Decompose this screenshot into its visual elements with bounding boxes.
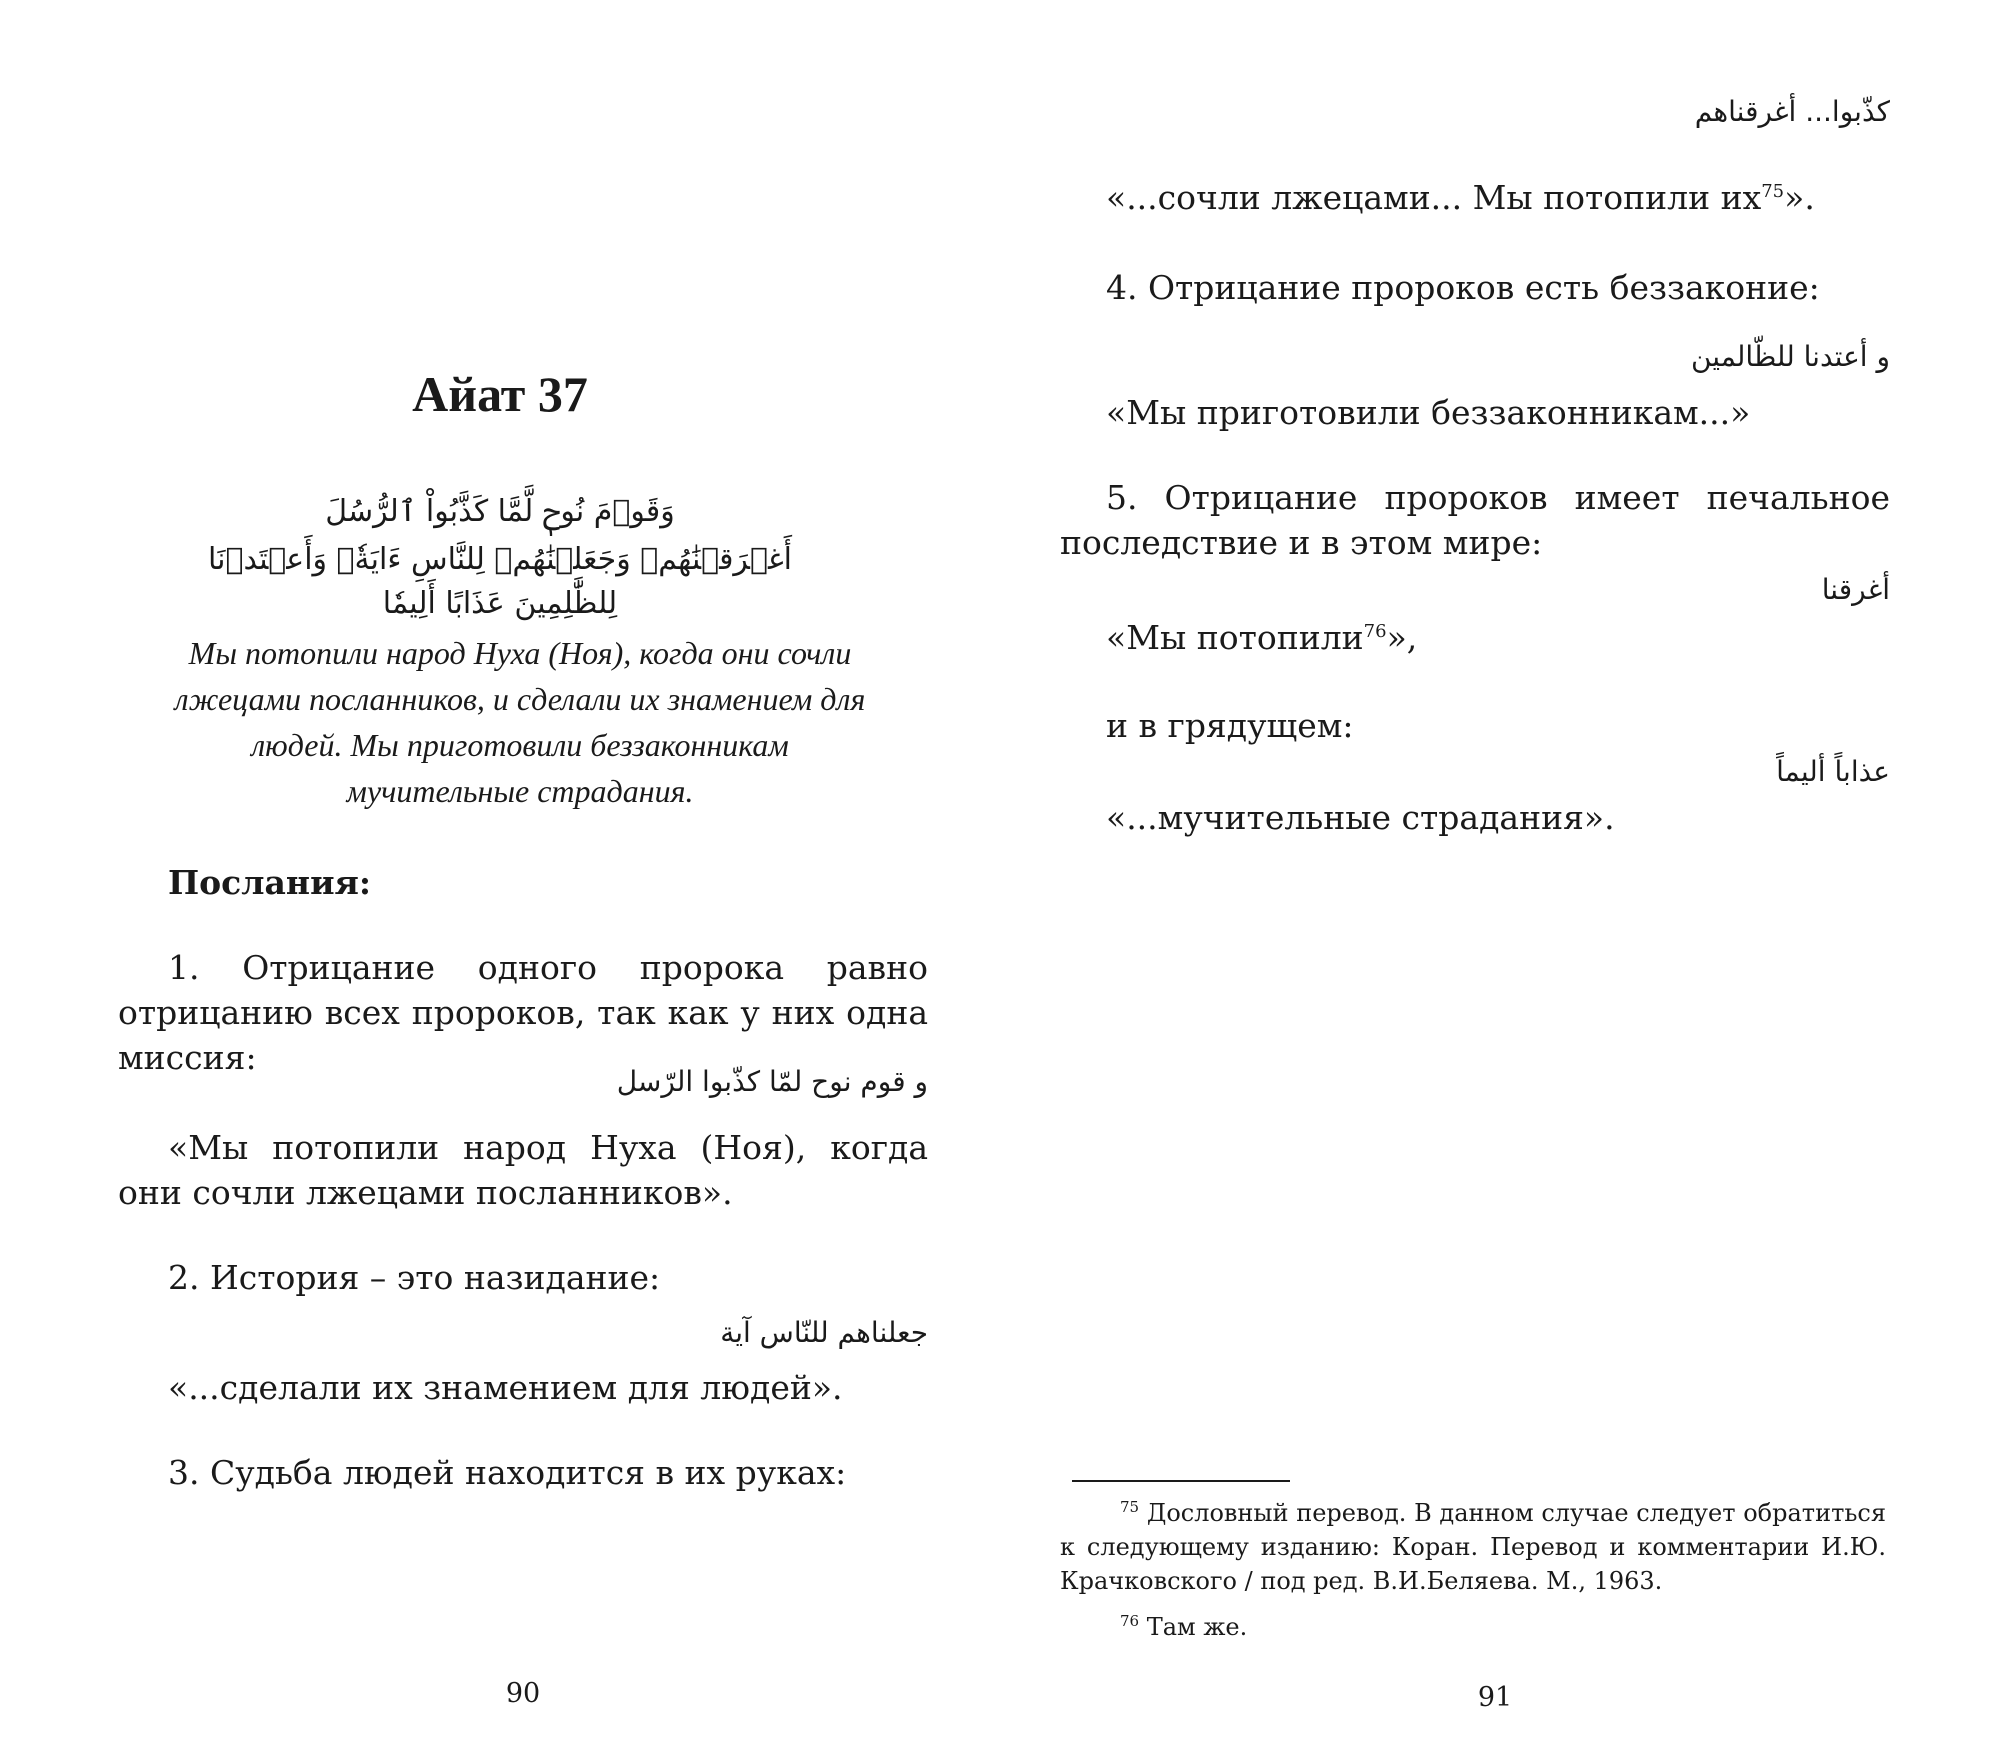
message-6: и в грядущем: — [1106, 706, 1354, 745]
footnote-ref-75: 75 — [1761, 181, 1785, 202]
verse-arabic-line-1: وَقَوۡمَ نُوحٖ لَّمَّا كَذَّبُواْ ٱلرُّسُلَ — [325, 494, 675, 529]
message-6-arabic: عذاباً أليماً — [1776, 755, 1890, 788]
footnote-76-number: 76 — [1120, 1612, 1140, 1630]
message-4: 4. Отрицание пророков есть беззаконие: — [1106, 268, 1820, 307]
message-1-arabic: و قوم نوح لمّا كذّبوا الرّسل — [616, 1065, 928, 1098]
message-5-arabic: أغرقنا — [1821, 573, 1890, 606]
quote-76 — [1106, 615, 1896, 660]
message-4-quote: «Мы приготовили беззаконникам...» — [1106, 393, 1751, 432]
message-1: 1. Отрицание одного пророка равно отрицанию всех пророков, так как у них одна миссия: — [118, 948, 928, 1077]
message-2-quote: «...сделали их знамением для людей». — [168, 1368, 843, 1407]
quote-76-end: », — [1386, 618, 1418, 657]
footnote-75 — [1060, 1496, 1886, 1598]
message-4-arabic: و أعتدنا للظّالمين — [1690, 340, 1890, 373]
quote-75-end: ». — [1784, 178, 1815, 217]
top-arabic: كذّبوا... أغرقناهم — [1694, 95, 1890, 128]
message-5: 5. Отрицание пророков имеет печальное последствие и в этом мире: — [1060, 478, 1890, 562]
message-3: 3. Судьба людей находится в их руках: — [168, 1453, 847, 1492]
quote-75-text: «...сочли лжецами... Мы потопили их — [1106, 178, 1762, 217]
page-number: 91 — [1477, 1682, 1513, 1713]
message-6-quote: «...мучительные страдания». — [1106, 798, 1615, 837]
message-2: 2. История – это назидание: — [168, 1258, 661, 1297]
page-number: 90 — [505, 1678, 541, 1709]
footnote-ref-76: 76 — [1363, 621, 1387, 642]
footnote-75-text: Дословный перевод. В данном случае следует обратиться к следующему изданию: Коран. Перевод и комментарии И.Ю. Крачковского / под ред. В.И.Беляева. М., 1963. — [1060, 1499, 1886, 1595]
footnote-75-number: 75 — [1120, 1498, 1140, 1516]
page-title: Айат 37 — [412, 366, 588, 422]
footnote-76 — [1060, 1610, 1886, 1644]
verse-translation: Мы потопили народ Нуха (Ноя), когда они сочли лжецами посланников, и сделали их знамением для людей. Мы приготовили беззаконникам мучительные страдания. — [174, 635, 866, 809]
footnote-76-text: Там же. — [1146, 1613, 1248, 1641]
right-page — [1000, 0, 2000, 1752]
verse-arabic-line-2: أَغۡرَقۡنَٰهُمۡ وَجَعَلۡنَٰهُمۡ لِلنَّاسِ ءَايَةٗۖ وَأَعۡتَدۡنَا لِلظَّٰلِمِينَ عَذَابًا أَلِيمٗا — [208, 542, 792, 621]
section-heading: Послания: — [168, 863, 372, 902]
quote-75 — [1106, 175, 1896, 220]
message-1-quote: «Мы потопили народ Нуха (Ноя), когда они сочли лжецами посланников». — [118, 1128, 928, 1212]
footnote-divider — [1072, 1480, 1290, 1482]
message-2-arabic: جعلناهم للنّاس آية — [720, 1316, 928, 1349]
quote-76-text: «Мы потопили — [1106, 618, 1364, 657]
